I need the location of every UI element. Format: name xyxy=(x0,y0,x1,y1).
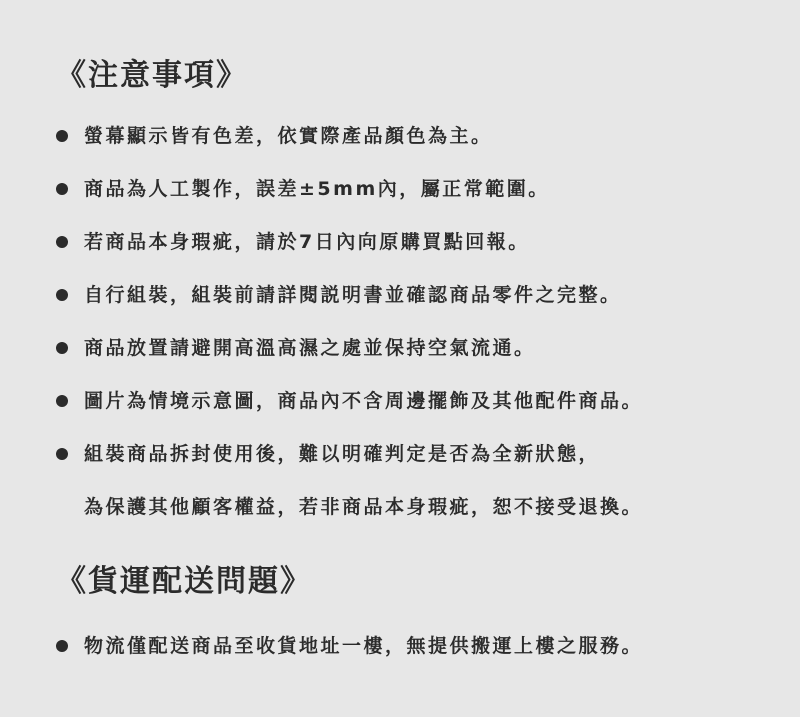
notes-title: 《注意事項》 xyxy=(56,58,248,93)
shipping-list xyxy=(56,632,643,660)
bullet-icon xyxy=(56,183,68,195)
list-item xyxy=(56,632,643,660)
list-item-text: 商品放置請避開高溫高濕之處並保持空氣流通。 xyxy=(84,337,536,359)
list-item xyxy=(56,387,643,415)
list-item-text: 組裝商品拆封使用後，難以明確判定是否為全新狀態， xyxy=(84,443,601,465)
list-item-text: 自行組裝，組裝前請詳閱説明書並確認商品零件之完整。 xyxy=(84,284,622,306)
list-item-continuation: 為保護其他顧客權益，若非商品本身瑕疵，恕不接受退換。 xyxy=(84,496,644,518)
list-item-text: 商品為人工製作，誤差±5mm內，屬正常範圍。 xyxy=(84,178,550,200)
list-item-text: 物流僅配送商品至收貨地址一樓，無提供搬運上樓之服務。 xyxy=(84,635,644,657)
bullet-icon xyxy=(56,342,68,354)
bullet-icon xyxy=(56,236,68,248)
list-item xyxy=(56,175,643,203)
bullet-icon xyxy=(56,640,68,652)
list-item xyxy=(56,334,643,362)
bullet-icon xyxy=(56,130,68,142)
list-item xyxy=(56,122,643,150)
list-item-text: 若商品本身瑕疵，請於7日內向原購買點回報。 xyxy=(84,231,530,253)
list-item-text: 圖片為情境示意圖，商品內不含周邊擺飾及其他配件商品。 xyxy=(84,390,644,412)
list-item xyxy=(56,228,643,256)
bullet-icon xyxy=(56,289,68,301)
shipping-title: 《貨運配送問題》 xyxy=(56,564,312,599)
bullet-icon xyxy=(56,448,68,460)
list-item-text: 螢幕顯示皆有色差，依實際產品顏色為主。 xyxy=(84,125,493,147)
list-item xyxy=(56,440,643,521)
list-item xyxy=(56,281,643,309)
bullet-icon xyxy=(56,395,68,407)
notes-list xyxy=(56,122,643,521)
